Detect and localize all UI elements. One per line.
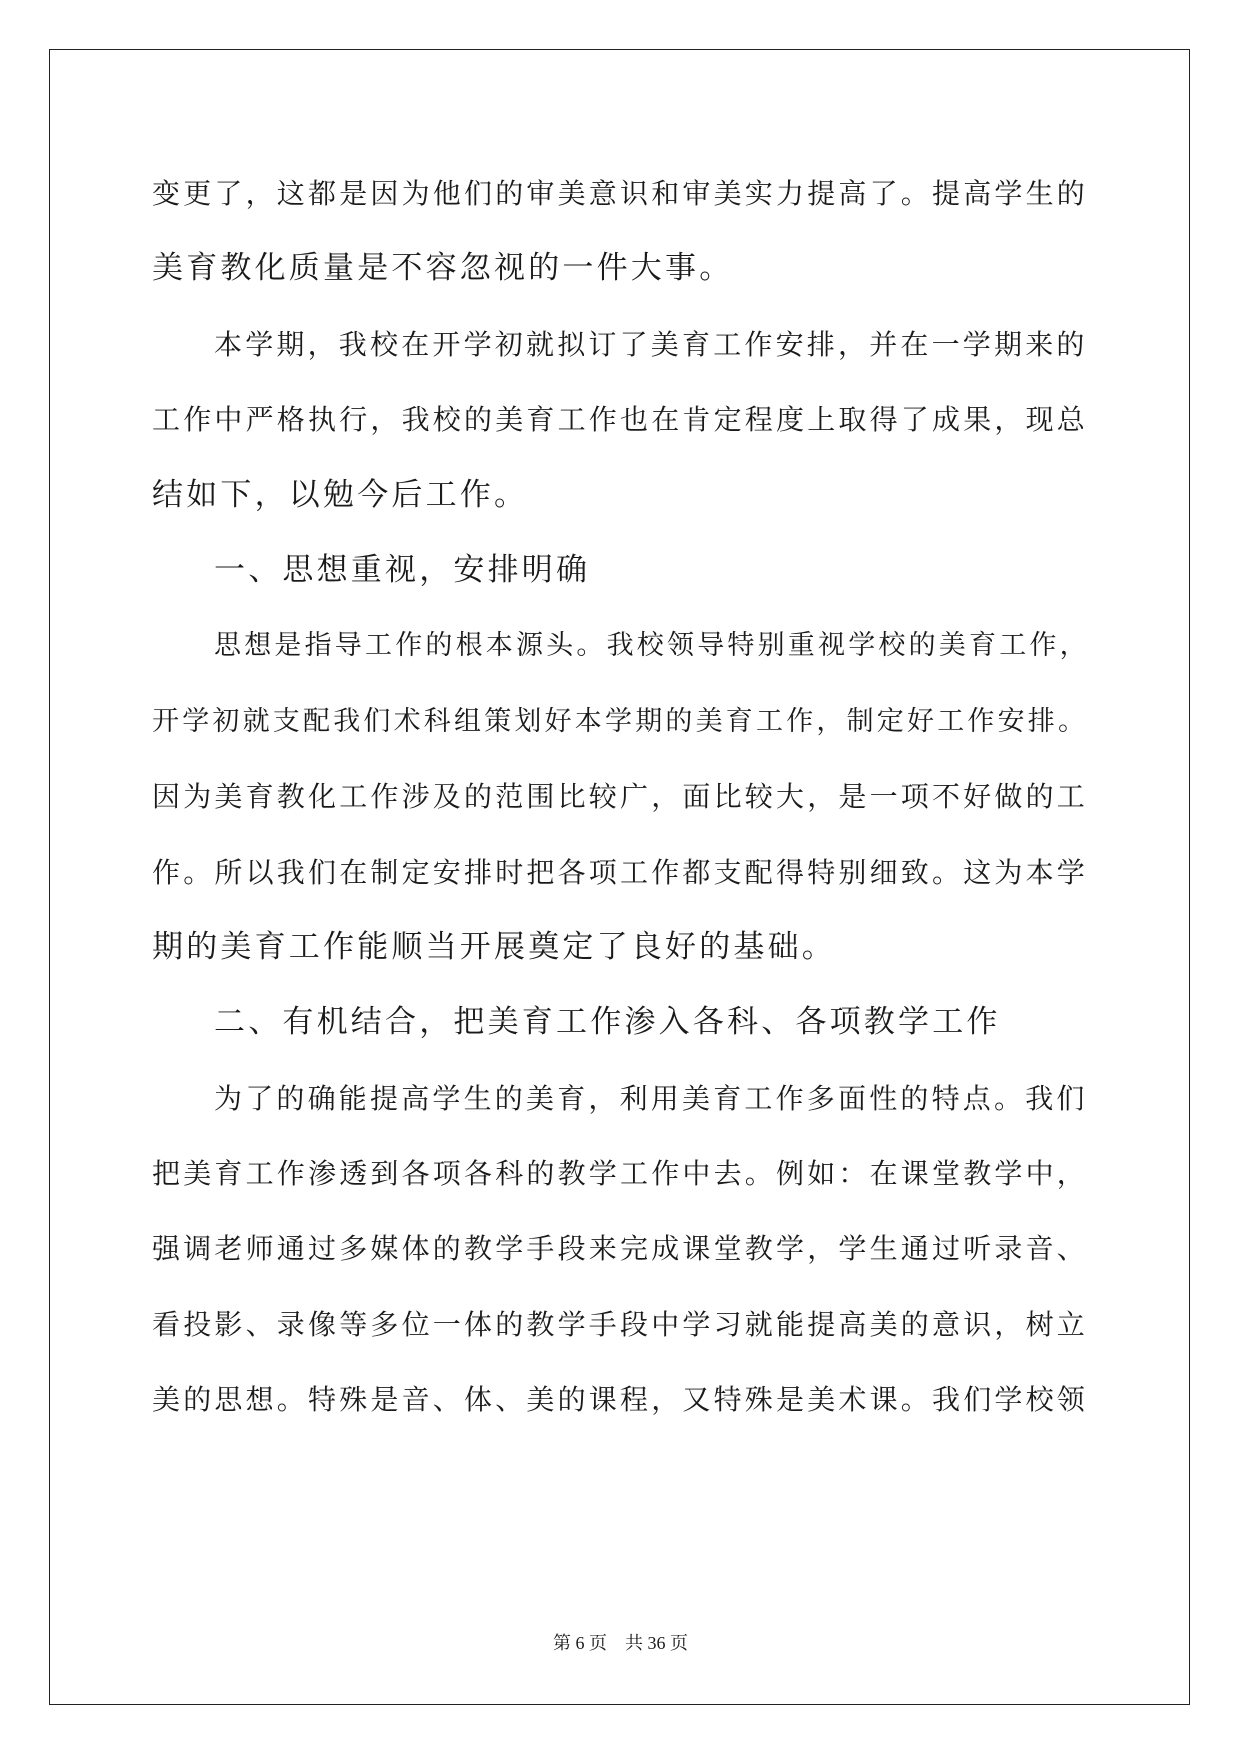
- document-body: [152, 156, 1092, 1438]
- text-line: 因为美育教化工作涉及的范围比较广，面比较大，是一项不好做的工: [152, 780, 1089, 814]
- text-line: 看投影、录像等多位一体的教学手段中学习就能提高美的意识，树立: [152, 1307, 1089, 1341]
- text-line: 思想是指导工作的根本源头。我校领导特别重视学校的美育工作，: [214, 630, 1090, 662]
- section-heading: 二、有机结合，把美育工作渗入各科、各项教学工作: [214, 1004, 1001, 1041]
- text-line: 变更了，这都是因为他们的审美意识和审美实力提高了。提高学生的: [152, 177, 1089, 210]
- section-heading: 一、思想重视，安排明确: [214, 551, 591, 588]
- text-line: 强调老师通过多媒体的教学手段来完成课堂教学，学生通过听录音、: [152, 1232, 1089, 1266]
- text-line: 美育教化质量是不容忽视的一件大事。: [152, 250, 734, 287]
- page-number: 第 6 页 共 36 页: [553, 1633, 688, 1653]
- text-line: 为了的确能提高学生的美育，利用美育工作多面性的特点。我们: [214, 1081, 1088, 1115]
- text-line: 作。所以我们在制定安排时把各项工作都支配得特别细致。这为本学: [152, 855, 1089, 889]
- text-line: 美的思想。特殊是音、体、美的课程，又特殊是美术课。我们学校领: [152, 1383, 1089, 1417]
- text-line: 结如下，以勉今后工作。: [152, 476, 529, 513]
- text-line: 把美育工作渗透到各项各科的教学工作中去。例如：在课堂教学中，: [152, 1157, 1089, 1191]
- text-line: 开学初就支配我们术科组策划好本学期的美育工作，制定好工作安排。: [152, 705, 1089, 737]
- text-line: 本学期，我校在开学初就拟订了美育工作安排，并在一学期来的: [214, 327, 1088, 361]
- text-line: 工作中严格执行，我校的美育工作也在肯定程度上取得了成果，现总: [152, 403, 1089, 437]
- text-line: 期的美育工作能顺当开展奠定了良好的基础。: [152, 928, 836, 965]
